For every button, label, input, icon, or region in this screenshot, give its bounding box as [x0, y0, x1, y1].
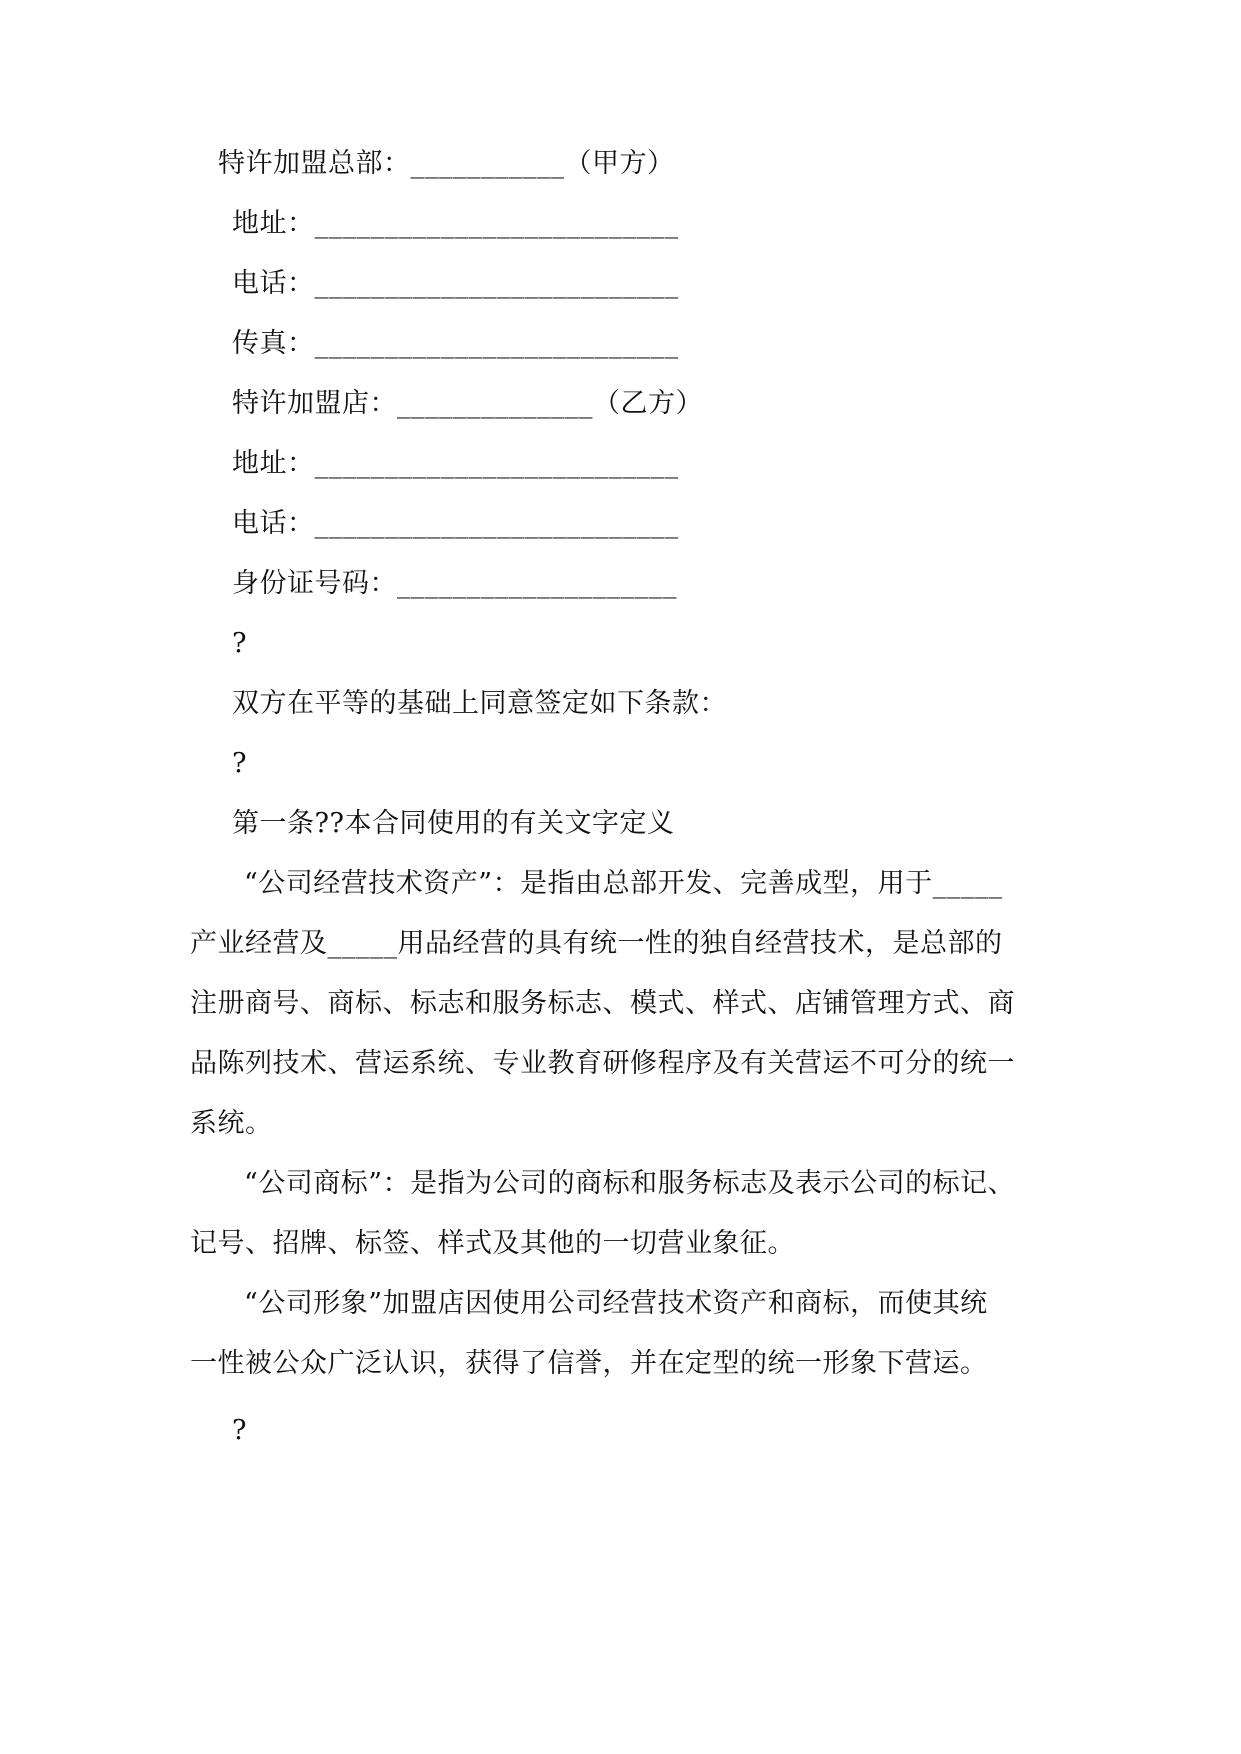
article-title: 第一条??本合同使用的有关文字定义	[232, 808, 675, 839]
definition-line: 产业经营及_____用品经营的具有统一性的独自经营技术，是总部的	[190, 928, 1003, 959]
header-field-franchisor-address: 地址：__________________________	[232, 208, 679, 239]
definition-line: “公司经营技术资产”：是指由总部开发、完善成型，用于_____	[244, 868, 1003, 899]
definition-line: “公司形象”加盟店因使用公司经营技术资产和商标，而使其统	[244, 1288, 988, 1319]
header-field-franchisee-phone: 电话：__________________________	[232, 508, 679, 539]
definition-line: 注册商号、商标、标志和服务标志、模式、样式、店铺管理方式、商	[190, 988, 1015, 1019]
placeholder-mark: ?	[232, 748, 247, 779]
header-field-franchisor: 特许加盟总部：___________（甲方）	[218, 148, 675, 179]
definition-line: 品陈列技术、营运系统、专业教育研修程序及有关营运不可分的统一	[190, 1048, 1015, 1079]
definition-line: “公司商标”：是指为公司的商标和服务标志及表示公司的标记、	[244, 1168, 1016, 1199]
header-field-franchisor-phone: 电话：__________________________	[232, 268, 679, 299]
header-field-franchisee: 特许加盟店：______________（乙方）	[232, 388, 703, 419]
intro-text: 双方在平等的基础上同意签定如下条款：	[232, 688, 727, 719]
definition-line: 记号、招牌、标签、样式及其他的一切营业象征。	[190, 1228, 795, 1259]
definition-line: 系统。	[190, 1108, 273, 1139]
header-field-franchisee-address: 地址：__________________________	[232, 448, 679, 479]
definition-line: 一性被公众广泛认识，获得了信誉，并在定型的统一形象下营运。	[190, 1348, 988, 1379]
placeholder-mark: ?	[232, 628, 247, 659]
header-field-franchisee-id: 身份证号码：____________________	[232, 568, 677, 599]
placeholder-mark: ?	[232, 1415, 247, 1446]
header-field-franchisor-fax: 传真：__________________________	[232, 328, 679, 359]
